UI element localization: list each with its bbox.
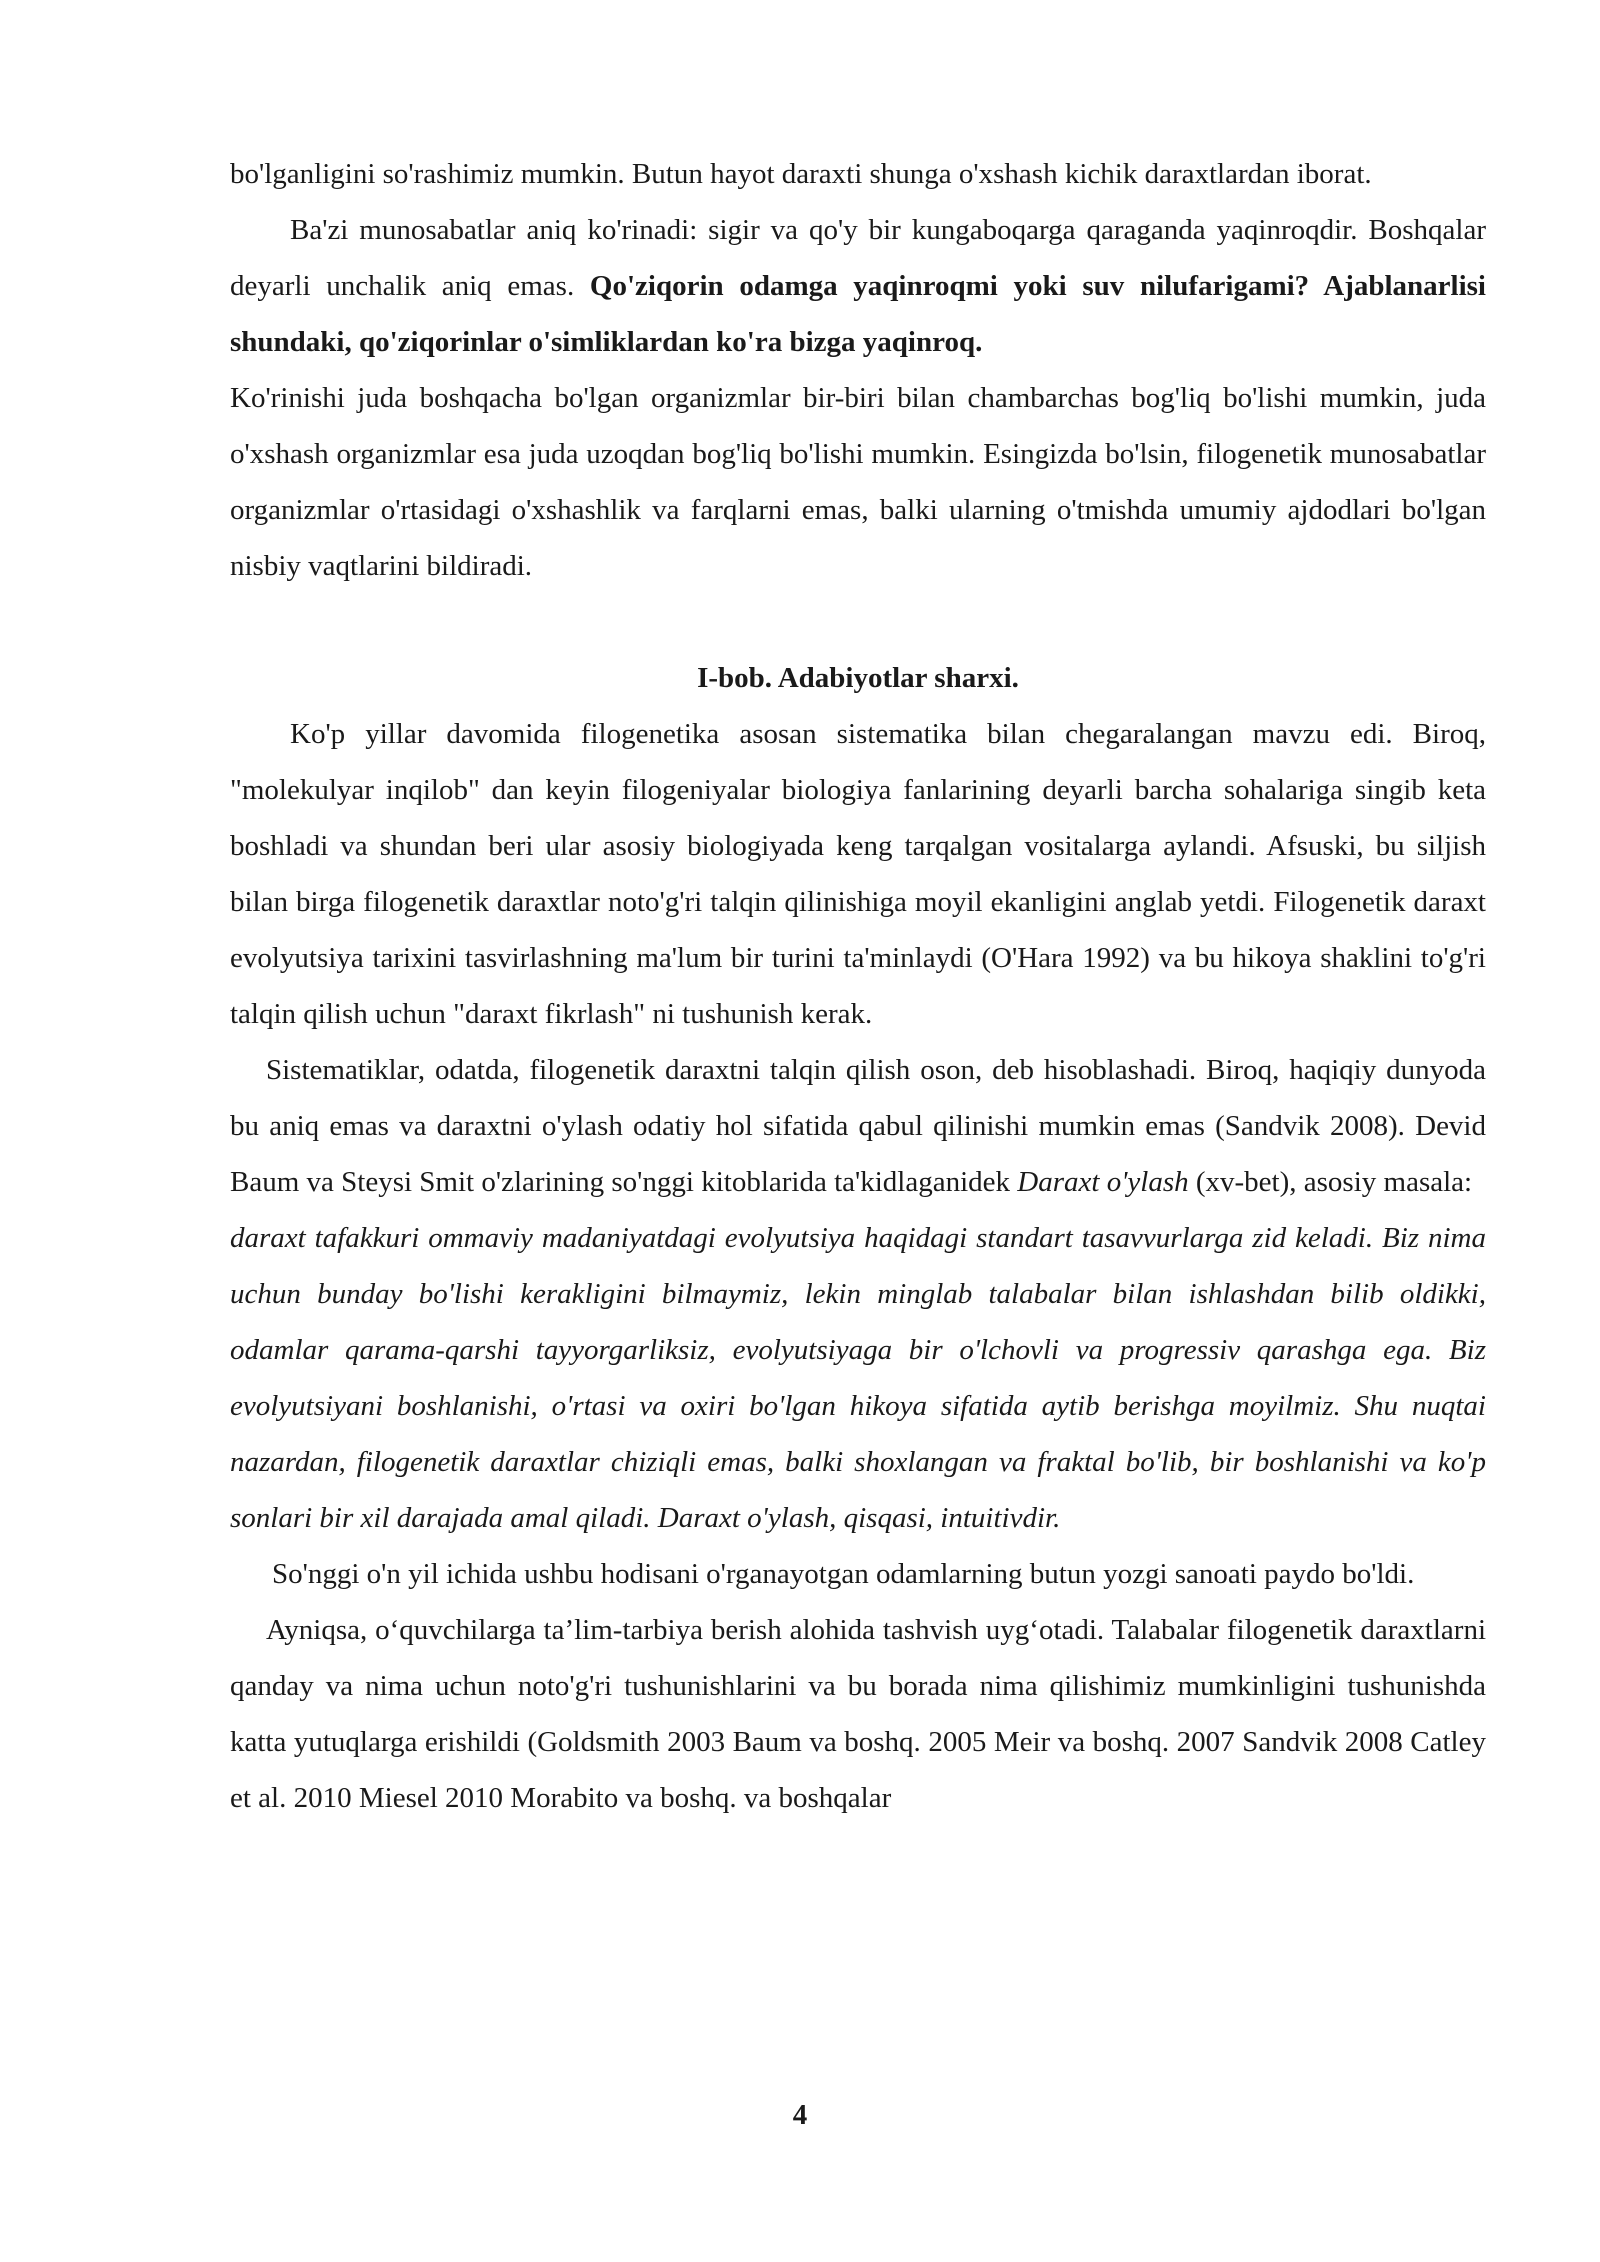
paragraph-relationships-text: Ba'zi munosabatlar aniq ko'rinadi: sigir va qo'y bir kungaboqarga qaraganda yaqinroqdir. Boshqalar deyarli unchalik aniq emas. (230, 214, 1486, 302)
paragraph-phylogenetics: Ko'p yillar davomida filogenetika asosan sistematika bilan chegaralangan mavzu edi. Biroq, "molekulyar inqilob" dan keyin filogeniyalar biologiya fanlarining deyarli barcha sohalariga singib keta boshladi va shundan beri ular asosiy biologiyada keng tarqalgan vositalarga aylandi. Afsuski, bu siljish bilan birga filogenetik daraxtlar noto'g'ri talqin qilinishiga moyil ekanligini anglab yetdi. Filogenetik daraxt evolyutsiya tarixini tasvirlashning ma'lum bir turini ta'minlaydi (O'Hara 1992) va bu hikoya shaklini to'g'ri talqin qilish uchun "daraxt fikrlash" ni tushunish kerak. (230, 718, 1486, 1030)
paragraph-organisms: Ko'rinishi juda boshqacha bo'lgan organizmlar bir-biri bilan chambarchas bog'liq bo'lishi mumkin, juda o'xshash organizmlar esa juda uzoqdan bog'liq bo'lishi mumkin. Esingizda bo'lsin, filogenetik munosabatlar organizmlar o'rtasidagi o'xshashlik va farqlarni emas, balki ularning o'tmishda umumiy ajdodlari bo'lgan nisbiy vaqtlarini bildiradi. (230, 382, 1486, 582)
paragraph-education: Ayniqsa, o‘quvchilarga ta’lim-tarbiya berish alohida tashvish uyg‘otadi. Talabalar filogenetik daraxtlarni qanday va nima uchun noto'g'ri tushunishlarini va bu borada nima qilishimiz mumkinligini tushunishda katta yutuqlarga erishildi (Goldsmith 2003 Baum va boshq. 2005 Meir va boshq. 2007 Sandvik 2008 Catley et al. 2010 Miesel 2010 Morabito va boshq. va boshqalar (230, 1614, 1486, 1814)
paragraph-industry: So'nggi o'n yil ichida ushbu hodisani o'rganayotgan odamlarning butun yozgi sanoati paydo bo'ldi. (272, 1558, 1415, 1590)
document-page (230, 146, 1486, 1826)
paragraph-systematists-tail: (xv-bet), asosiy masala: (1188, 1166, 1473, 1198)
page-number: 4 (792, 2099, 808, 2131)
paragraph-continuation: bo'lganligini so'rashimiz mumkin. Butun hayot daraxti shunga o'xshash kichik daraxtlardan iborat. (230, 158, 1372, 190)
paragraph-systematists (230, 1042, 1486, 1210)
block-quote: daraxt tafakkuri ommaviy madaniyatdagi evolyutsiya haqidagi standart tasavvurlarga zid keladi. Biz nima uchun bunday bo'lishi kerakligini bilmaymiz, lekin minglab talabalar bilan ishlashdan bilib oldikki, odamlar qarama-qarshi tayyorgarliksiz, evolyutsiyaga bir o'lchovli va progressiv qarashga ega. Biz evolyutsiyani boshlanishi, o'rtasi va oxiri bo'lgan hikoya sifatida aytib berishga moyilmiz. Shu nuqtai nazardan, filogenetik daraxtlar chiziqli emas, balki shoxlangan va fraktal bo'lib, bir boshlanishi va ko'p sonlari bir xil darajada amal qiladi. Daraxt o'ylash, qisqasi, intuitivdir. (230, 1222, 1486, 1534)
paragraph-relationships (230, 202, 1486, 370)
paragraph-systematists-text: Sistematiklar, odatda, filogenetik daraxtni talqin qilish oson, deb hisoblashadi. Biroq, haqiqiy dunyoda bu aniq emas va daraxtni o'ylash odatiy hol sifatida qabul qilinishi mumkin emas (Sandvik 2008). Devid Baum va Steysi Smit o'zlarining so'nggi kitoblarida ta'kidlaganidek (230, 1054, 1486, 1198)
paragraph-relationships-bold: Qo'ziqorin odamga yaqinroqmi yoki suv nilufarigami? Ajablanarlisi shundaki, qo'ziqorinlar o'simliklardan ko'ra bizga yaqinroq. (230, 270, 1486, 358)
chapter-heading: I-bob. Adabiyotlar sharxi. (697, 662, 1019, 694)
book-title: Daraxt o'ylash (1017, 1166, 1189, 1198)
